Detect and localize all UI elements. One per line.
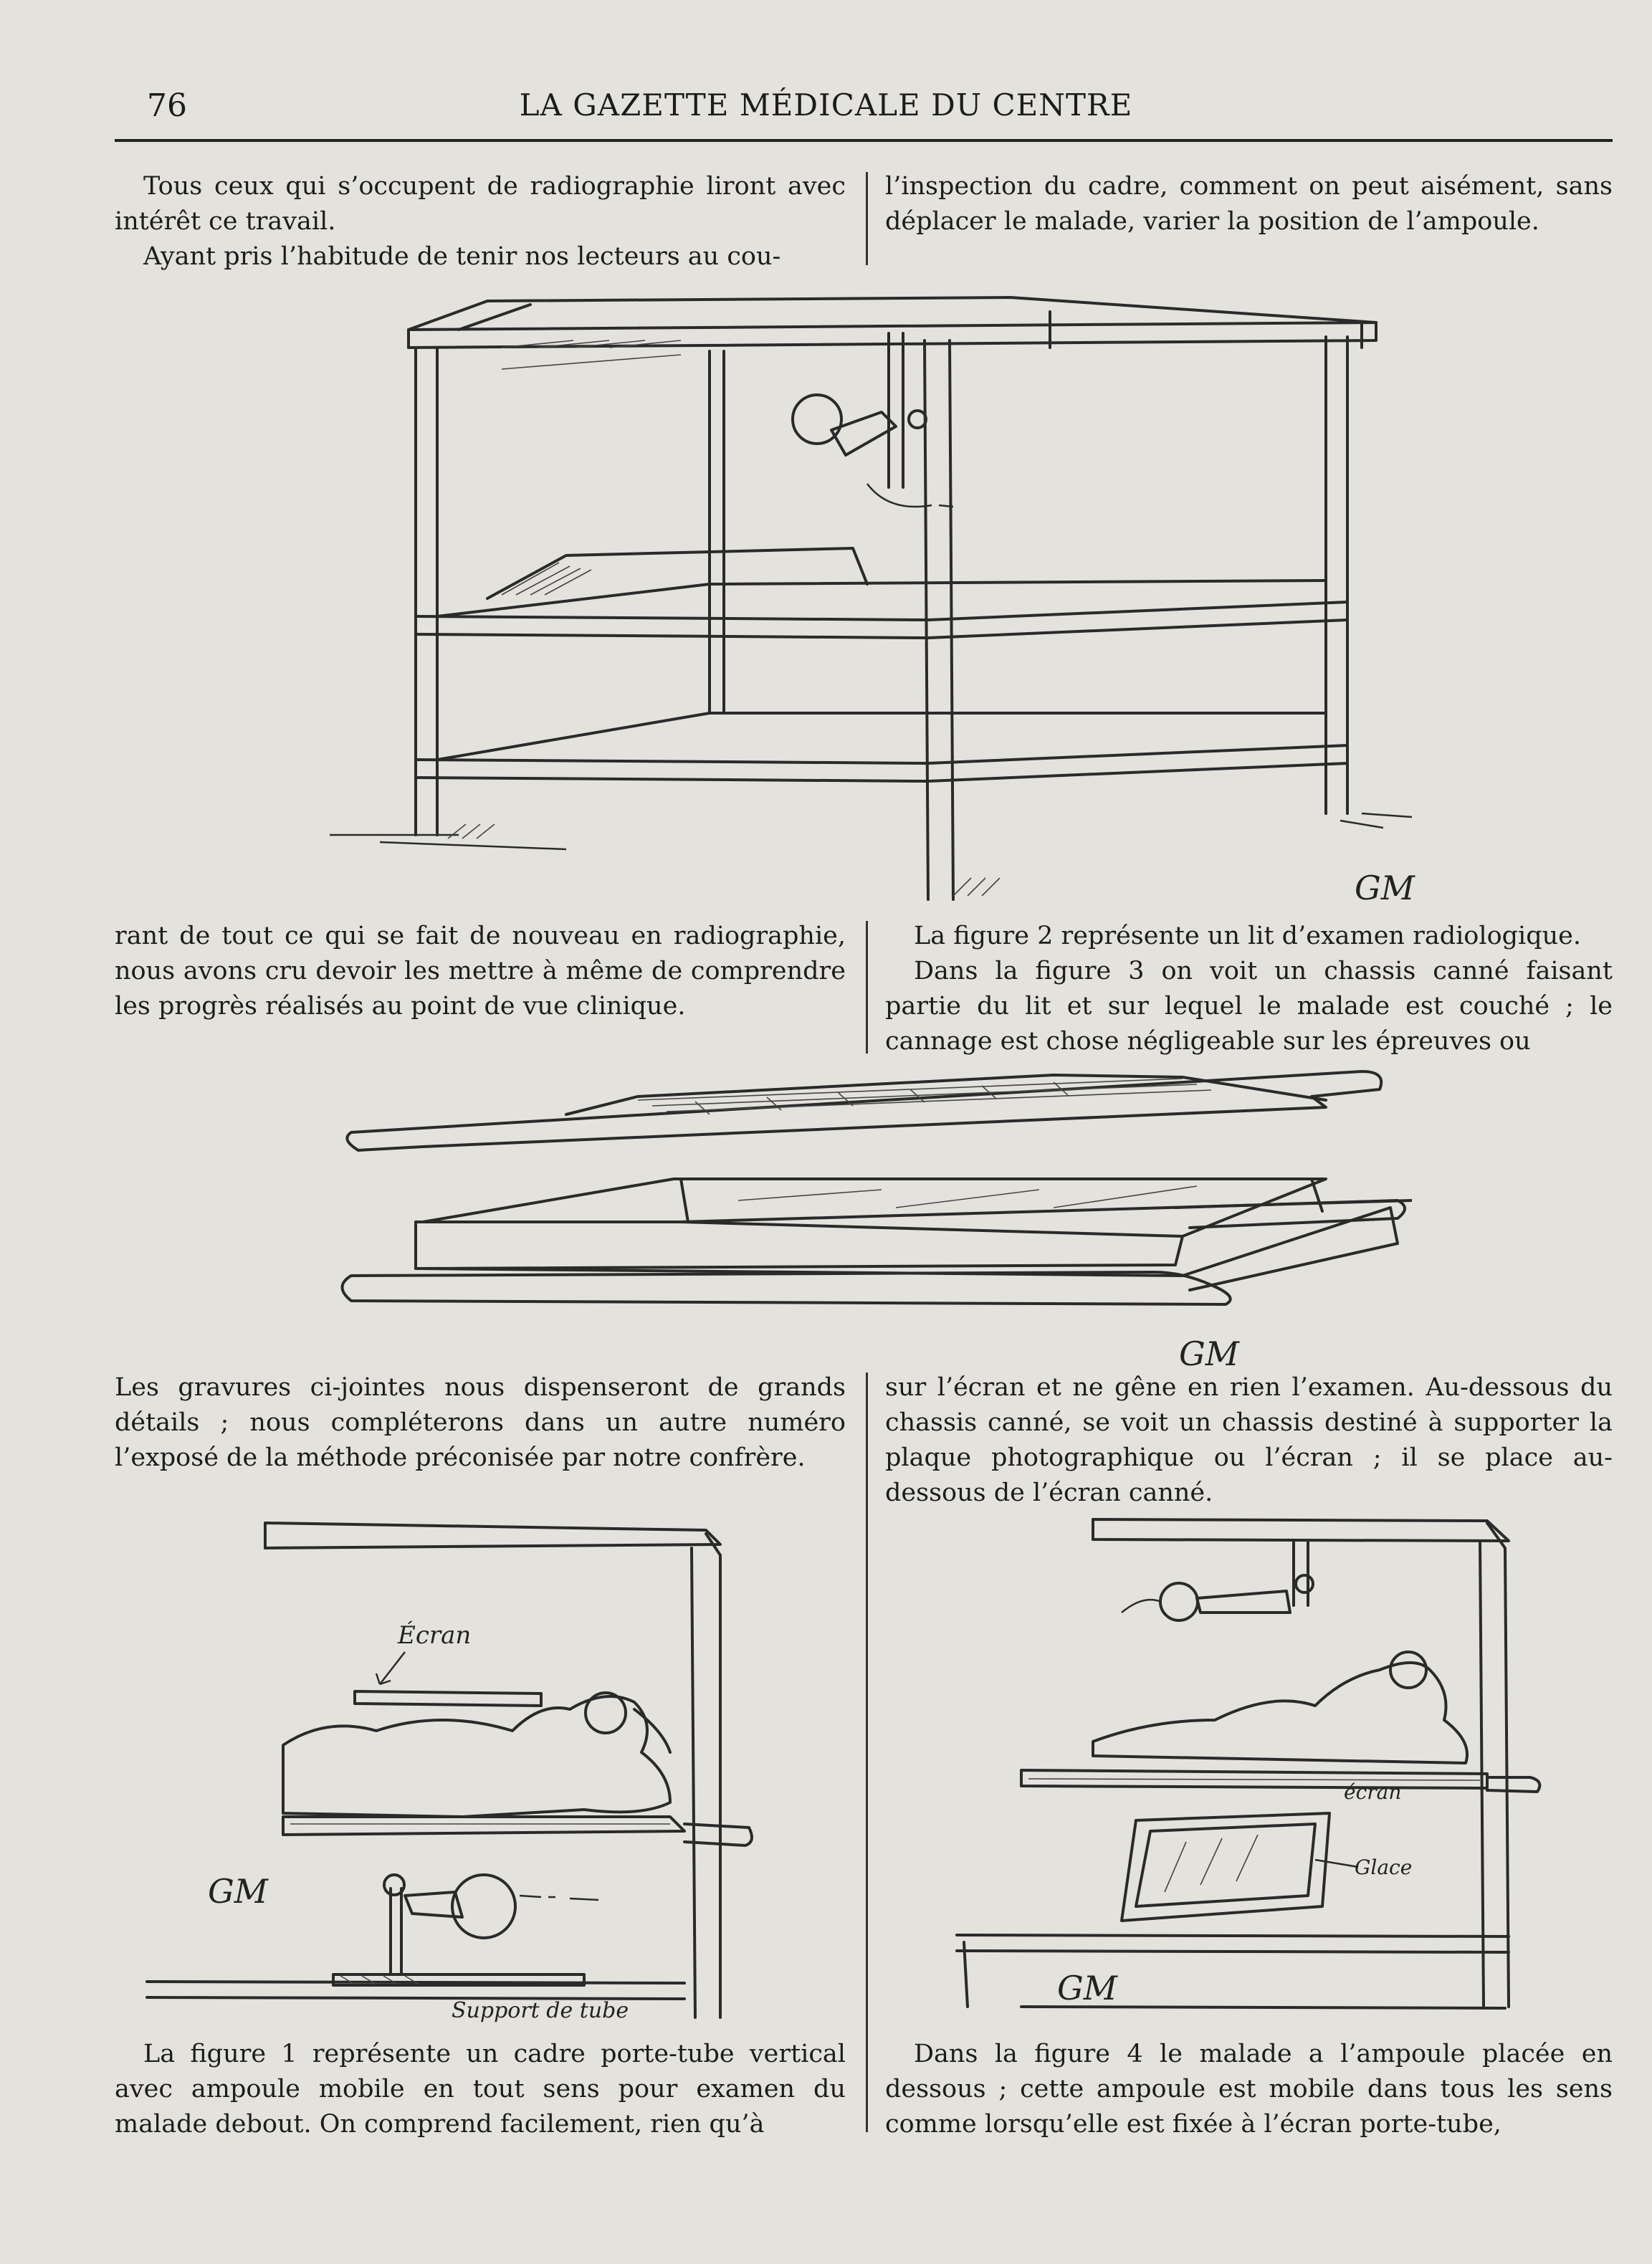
block4-left-column: [115, 2037, 846, 2142]
paragraph: Dans la figure 4 le malade a l’ampoule placée en dessous ; cette ampoule est mobile dans tous les sens comme lorsqu’elle est fixée à l’écran porte-tube,: [885, 2040, 1613, 2139]
engraver-signature: GM: [1179, 1334, 1239, 1372]
paragraph: La figure 1 représente un cadre porte-tube vertical avec ampoule mobile en tout sens pour examen du malade debout. On comprend facilement, rien qu’à: [115, 2040, 846, 2139]
label-ecran: Écran: [398, 1621, 472, 1650]
figure-3-caned-frames: [337, 1057, 1412, 1372]
block4-right-column: [885, 2037, 1613, 2142]
block3-left-column: [115, 1370, 846, 1476]
engraver-signature: GM: [1057, 1969, 1117, 2007]
paragraph: Dans la figure 3 on voit un chassis canné faisant partie du lit et sur lequel le malade est couché ; le cannage est chose négligeable sur les épreuves ou: [885, 957, 1613, 1056]
figure-4-drawing: [914, 1505, 1584, 2032]
label-glace: Glace: [1355, 1855, 1413, 1879]
engraver-signature: GM: [1355, 869, 1415, 907]
paragraph: rant de tout ce qui se fait de nouveau en radiographie, nous avons cru devoir les mettre à même de comprendre les progrès réalisés au point de vue clinique.: [115, 922, 846, 1021]
paragraph: l’inspection du cadre, comment on peut aisément, sans déplacer le malade, varier la position de l’ampoule.: [885, 172, 1613, 236]
column-rule: [866, 172, 868, 265]
paragraph: Les gravures ci-jointes nous dispenseront de grands détails ; nous compléterons dans un autre numéro l’exposé de la méthode préconisée par notre confrère.: [115, 1373, 846, 1472]
header-rule: [115, 139, 1613, 142]
figure-3-drawing: [337, 1057, 1412, 1372]
figure-1-vertical-tube-frame: [140, 1516, 835, 2032]
paragraph: Tous ceux qui s’occupent de radiographie liront avec intérêt ce travail.: [115, 172, 846, 236]
engraver-signature: GM: [208, 1872, 268, 1911]
block2-right-column: [885, 919, 1613, 1059]
paragraph: Ayant pris l’habitude de tenir nos lecteurs au cou-: [143, 242, 781, 271]
block3-right-column: [885, 1370, 1613, 1511]
figure-2-examination-bed: [323, 283, 1426, 910]
page-number: 76: [147, 87, 187, 124]
running-title: LA GAZETTE MÉDICALE DU CENTRE: [519, 87, 1133, 123]
figure-2-drawing: [323, 283, 1426, 910]
paragraph: sur l’écran et ne gêne en rien l’examen. Au-dessous du chassis canné, se voit un chassis destiné à supporter la plaque photographique ou l’écran ; il se place au-dessous de l’écran canné.: [885, 1373, 1613, 1507]
figure-4-tube-below: [914, 1505, 1584, 2032]
column-rule: [866, 1372, 868, 2132]
figure-1-drawing: [140, 1516, 835, 2032]
block2-left-column: [115, 919, 846, 1024]
paragraph: La figure 2 représente un lit d’examen radiologique.: [914, 922, 1582, 950]
column-rule: [866, 921, 868, 1054]
label-support-de-tube: Support de tube: [452, 1998, 629, 2023]
label-ecran-small: écran: [1344, 1780, 1402, 1804]
intro-right-column: [885, 169, 1613, 239]
intro-left-column: [115, 169, 846, 274]
